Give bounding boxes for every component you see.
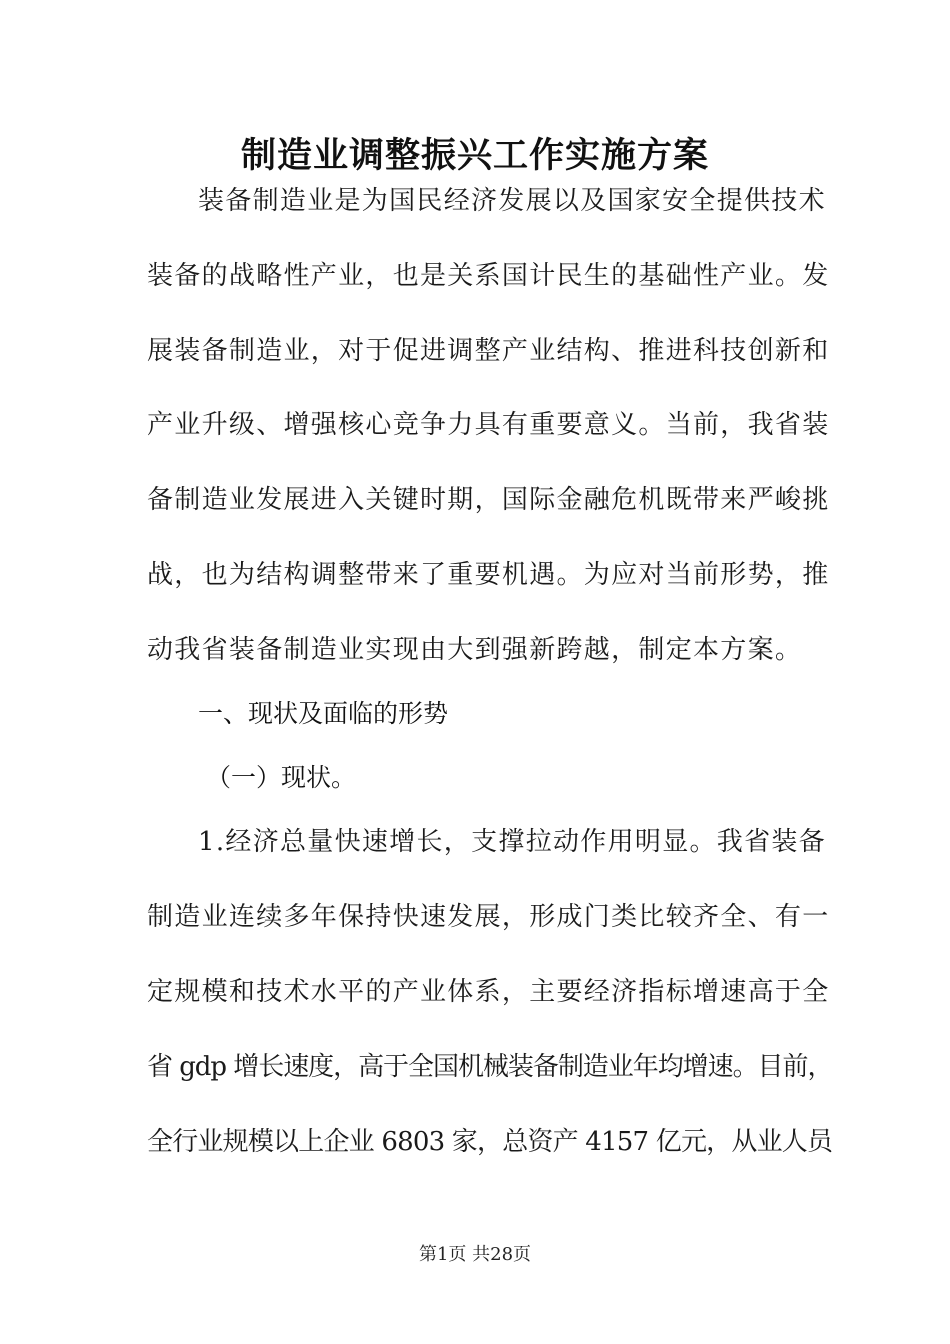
subsection-heading: （一）现状。 <box>206 763 357 792</box>
paragraph-line: 全行业规模以上企业 6803 家，总资产 4157 亿元，从业人员 <box>147 1127 833 1157</box>
paragraph-line: 装备的战略性产业，也是关系国计民生的基础性产业。发 <box>147 261 830 291</box>
paragraph-line: 定规模和技术水平的产业体系，主要经济指标增速高于全 <box>147 977 830 1007</box>
paragraph-line: 产业升级、增强核心竞争力具有重要意义。当前，我省装 <box>147 410 830 440</box>
paragraph-line: 备制造业发展进入关键时期，国际金融危机既带来严峻挑 <box>147 485 830 515</box>
paragraph-line: 战，也为结构调整带来了重要机遇。为应对当前形势，推 <box>147 560 830 590</box>
paragraph-line: 展装备制造业，对于促进调整产业结构、推进科技创新和 <box>147 336 830 366</box>
paragraph-line: 1.经济总量快速增长，支撑拉动作用明显。我省装备 <box>198 827 827 857</box>
section-heading: 一、现状及面临的形势 <box>198 699 449 728</box>
paragraph-line: 动我省装备制造业实现由大到强新跨越，制定本方案。 <box>147 635 803 665</box>
paragraph-line: 省 gdp 增长速度，高于全国机械装备制造业年均增速。目前， <box>147 1052 833 1082</box>
document-title: 制造业调整振兴工作实施方案 <box>240 135 709 176</box>
page-number-footer: 第1页 共28页 <box>418 1244 532 1265</box>
paragraph-line: 装备制造业是为国民经济发展以及国家安全提供技术 <box>198 186 826 216</box>
paragraph-line: 制造业连续多年保持快速发展，形成门类比较齐全、有一 <box>147 902 830 932</box>
